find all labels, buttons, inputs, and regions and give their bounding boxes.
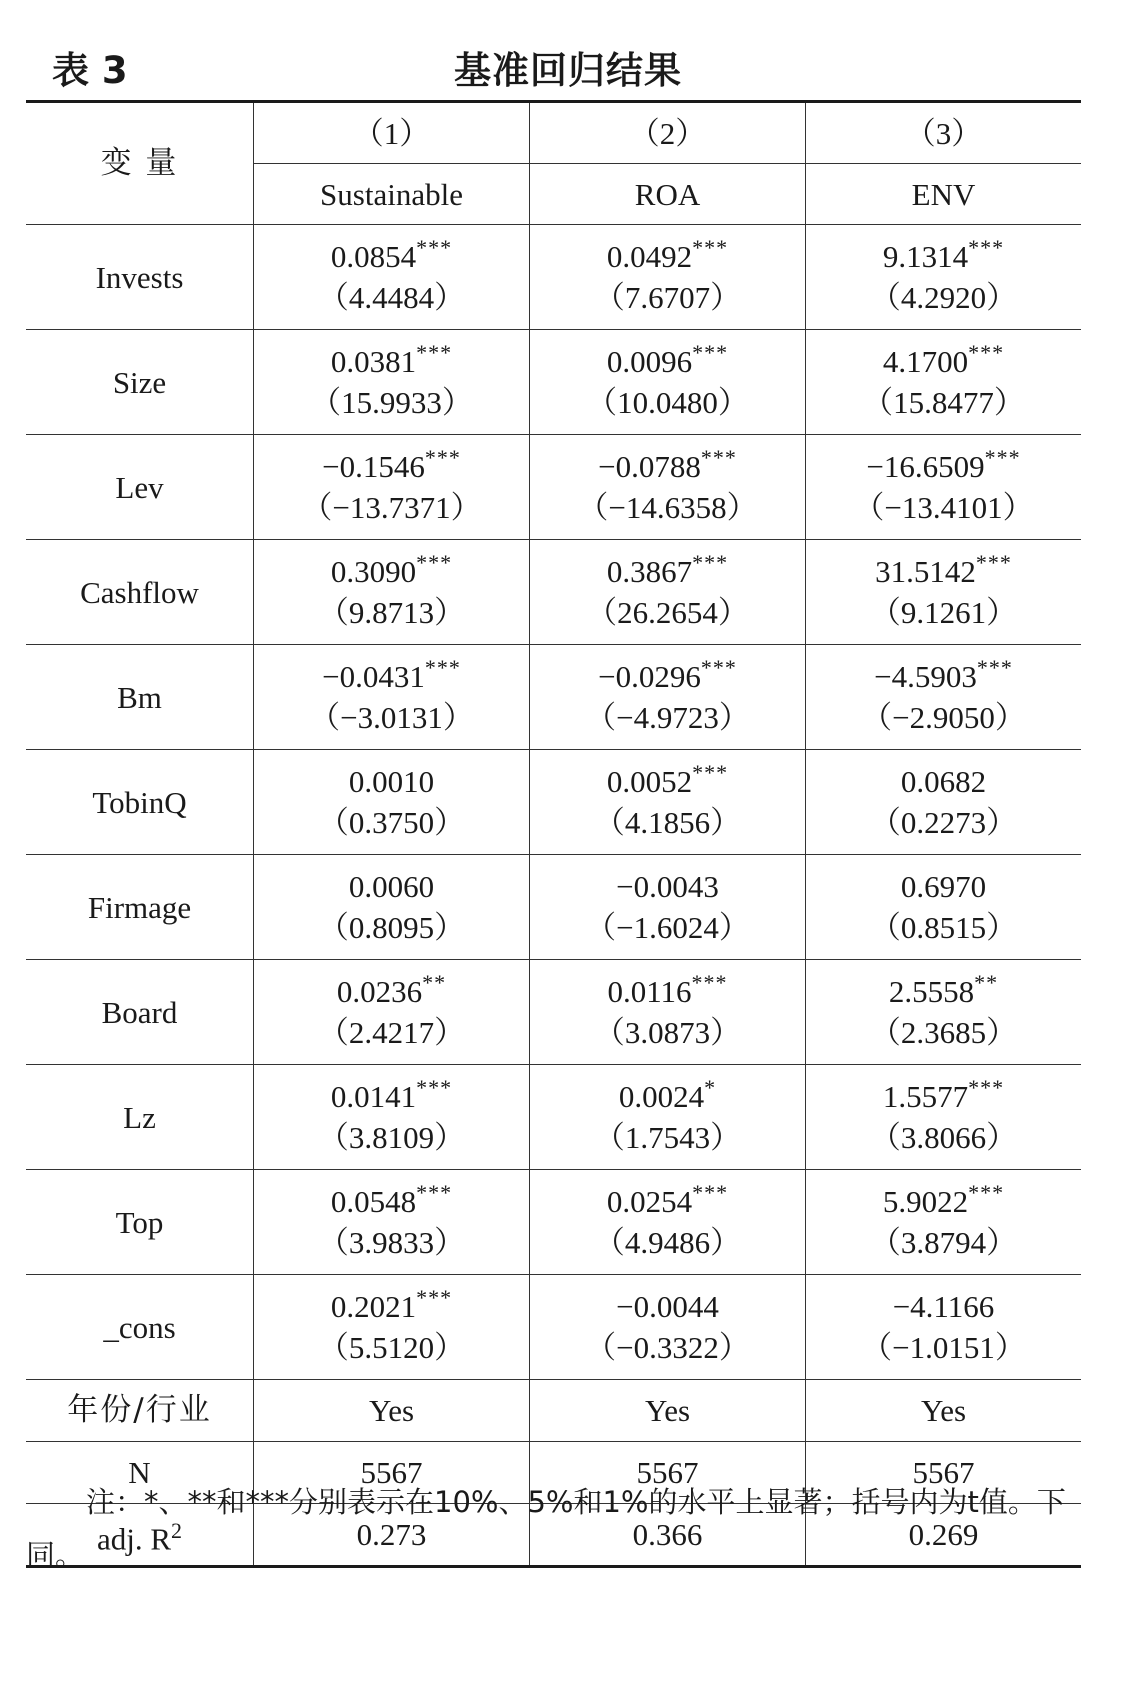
t-value: （5.5120） bbox=[317, 1330, 466, 1365]
significance-stars: *** bbox=[968, 340, 1005, 365]
coefficient-value: 0.0682 bbox=[900, 764, 987, 799]
adj-r2-label-text: adj. R bbox=[96, 1521, 172, 1557]
coefficient-value: −4.5903 bbox=[874, 659, 977, 694]
coef-cell bbox=[530, 645, 806, 750]
coefficient-value: −16.6509 bbox=[866, 449, 985, 484]
significance-stars: *** bbox=[416, 1075, 453, 1100]
coef-line bbox=[254, 446, 529, 487]
row-variable-name: TobinQ bbox=[26, 750, 254, 855]
observations-row-value: 5567 bbox=[806, 1442, 1082, 1504]
row-variable-name: Firmage bbox=[26, 855, 254, 960]
coef-cell bbox=[806, 960, 1082, 1065]
coef-cell bbox=[806, 645, 1082, 750]
coef-line bbox=[254, 1076, 529, 1117]
observations-row-label: N bbox=[26, 1442, 254, 1504]
significance-stars: *** bbox=[424, 655, 461, 680]
t-value: （0.8095） bbox=[317, 910, 466, 945]
coefficient-value: 0.3867 bbox=[606, 554, 693, 589]
row-variable-name: Top bbox=[26, 1170, 254, 1275]
coef-cell bbox=[530, 435, 806, 540]
coef-cell bbox=[806, 330, 1082, 435]
t-value: （−1.0151） bbox=[861, 1330, 1026, 1365]
row-variable-name: Bm bbox=[26, 645, 254, 750]
coefficient-value: 5.9022 bbox=[882, 1184, 969, 1219]
coef-line bbox=[254, 236, 529, 277]
t-value: （2.4217） bbox=[317, 1015, 466, 1050]
fixed-effects-row-value: Yes bbox=[806, 1380, 1082, 1442]
coef-line bbox=[806, 1286, 1081, 1327]
coefficient-value: 0.2021 bbox=[330, 1289, 417, 1324]
coefficient-value: 0.6970 bbox=[900, 869, 987, 904]
coefficient-value: 0.0096 bbox=[606, 344, 693, 379]
significance-stars: *** bbox=[984, 445, 1021, 470]
coef-cell bbox=[254, 855, 530, 960]
significance-stars: *** bbox=[968, 235, 1005, 260]
table-row bbox=[26, 225, 1081, 330]
t-value: （−14.6358） bbox=[577, 490, 758, 525]
t-value: （3.0873） bbox=[593, 1015, 742, 1050]
fixed-effects-row-value: Yes bbox=[530, 1380, 806, 1442]
t-value: （−13.7371） bbox=[301, 490, 482, 525]
coefficient-value: 0.0854 bbox=[330, 239, 417, 274]
row-variable-name: Cashflow bbox=[26, 540, 254, 645]
significance-stars: ** bbox=[974, 970, 999, 995]
fixed-effects-row-label: 年份/行业 bbox=[26, 1380, 254, 1442]
significance-stars: *** bbox=[692, 340, 729, 365]
col-number-1: （1） bbox=[254, 102, 530, 164]
coef-line bbox=[530, 446, 805, 487]
coefficient-value: −0.0296 bbox=[598, 659, 701, 694]
t-value: （0.2273） bbox=[869, 805, 1018, 840]
t-value: （−4.9723） bbox=[585, 700, 750, 735]
coefficient-value: −0.0431 bbox=[322, 659, 425, 694]
table-row bbox=[26, 1275, 1081, 1380]
coef-line bbox=[254, 1181, 529, 1222]
t-value: （2.3685） bbox=[869, 1015, 1018, 1050]
significance-stars: *** bbox=[416, 1180, 453, 1205]
t-value: （10.0480） bbox=[586, 385, 749, 420]
table-row bbox=[26, 1170, 1081, 1275]
adj-r2-row-value: 0.273 bbox=[254, 1504, 530, 1567]
observations-row-value: 5567 bbox=[254, 1442, 530, 1504]
t-value: （3.8066） bbox=[869, 1120, 1018, 1155]
coef-cell bbox=[530, 1275, 806, 1380]
t-value: （15.9933） bbox=[310, 385, 473, 420]
significance-stars: *** bbox=[424, 445, 461, 470]
coefficient-value: 0.0024 bbox=[618, 1079, 705, 1114]
t-value: （1.7543） bbox=[593, 1120, 742, 1155]
t-value: （4.9486） bbox=[593, 1225, 742, 1260]
significance-stars: * bbox=[704, 1075, 717, 1100]
coefficient-value: 0.0254 bbox=[606, 1184, 693, 1219]
significance-stars: *** bbox=[692, 1180, 729, 1205]
coefficient-value: 2.5558 bbox=[888, 974, 975, 1009]
regression-table bbox=[26, 100, 1081, 1568]
col-name-roa: ROA bbox=[530, 164, 806, 225]
variable-header: 变 量 bbox=[26, 102, 254, 225]
table-row bbox=[26, 435, 1081, 540]
col-number-3: （3） bbox=[806, 102, 1082, 164]
t-value: （4.2920） bbox=[869, 280, 1018, 315]
coef-line bbox=[806, 761, 1081, 802]
t-value: （−13.4101） bbox=[853, 490, 1034, 525]
coef-cell bbox=[806, 1275, 1082, 1380]
coef-cell bbox=[530, 1065, 806, 1170]
adj-r2-superscript: 2 bbox=[171, 1517, 183, 1543]
coef-cell bbox=[530, 540, 806, 645]
t-value: （4.1856） bbox=[593, 805, 742, 840]
coefficient-value: 0.0548 bbox=[330, 1184, 417, 1219]
significance-stars: *** bbox=[692, 235, 729, 260]
row-variable-name: Invests bbox=[26, 225, 254, 330]
coef-cell bbox=[254, 1275, 530, 1380]
coefficient-value: 1.5577 bbox=[882, 1079, 969, 1114]
coef-line bbox=[806, 866, 1081, 907]
coefficient-value: −0.0788 bbox=[598, 449, 701, 484]
coef-line bbox=[806, 551, 1081, 592]
fixed-effects-row-value: Yes bbox=[254, 1380, 530, 1442]
coef-line bbox=[806, 971, 1081, 1012]
coefficient-value: 0.0236 bbox=[336, 974, 423, 1009]
significance-stars: *** bbox=[692, 550, 729, 575]
coef-line bbox=[254, 551, 529, 592]
observations-row-value: 5567 bbox=[530, 1442, 806, 1504]
significance-stars: ** bbox=[422, 970, 447, 995]
row-variable-name: _cons bbox=[26, 1275, 254, 1380]
coef-line bbox=[806, 1181, 1081, 1222]
coef-line bbox=[254, 656, 529, 697]
table-note: 注：*、**和***分别表示在10%、5%和1%的水平上显著；括号内为t值。下同。 bbox=[26, 1485, 1066, 1572]
coefficient-value: 0.0010 bbox=[348, 764, 435, 799]
coef-cell bbox=[254, 645, 530, 750]
coefficient-value: 0.0492 bbox=[606, 239, 693, 274]
significance-stars: *** bbox=[691, 970, 728, 995]
coef-line bbox=[254, 866, 529, 907]
coefficient-value: 31.5142 bbox=[875, 554, 976, 589]
coef-line bbox=[806, 236, 1081, 277]
coef-line bbox=[806, 656, 1081, 697]
coefficient-value: 0.3090 bbox=[330, 554, 417, 589]
coef-line bbox=[530, 1286, 805, 1327]
t-value: （0.8515） bbox=[869, 910, 1018, 945]
coef-cell bbox=[254, 750, 530, 855]
coef-cell bbox=[254, 960, 530, 1065]
coef-line bbox=[530, 551, 805, 592]
row-variable-name: Board bbox=[26, 960, 254, 1065]
row-variable-name: Size bbox=[26, 330, 254, 435]
t-value: （26.2654） bbox=[586, 595, 749, 630]
t-value: （9.8713） bbox=[317, 595, 466, 630]
significance-stars: *** bbox=[700, 655, 737, 680]
coef-line bbox=[530, 1076, 805, 1117]
t-value: （4.4484） bbox=[317, 280, 466, 315]
significance-stars: *** bbox=[975, 550, 1012, 575]
coef-line bbox=[530, 866, 805, 907]
fixed-effects-row bbox=[26, 1380, 1081, 1442]
col-number-2: （2） bbox=[530, 102, 806, 164]
coef-cell bbox=[530, 855, 806, 960]
t-value: （3.9833） bbox=[317, 1225, 466, 1260]
t-value: （9.1261） bbox=[869, 595, 1018, 630]
t-value: （−3.0131） bbox=[309, 700, 474, 735]
table-title: 基准回归结果 bbox=[454, 49, 682, 92]
coef-cell bbox=[806, 1065, 1082, 1170]
adj-r2-row-value: 0.269 bbox=[806, 1504, 1082, 1567]
coef-cell bbox=[530, 750, 806, 855]
significance-stars: *** bbox=[968, 1180, 1005, 1205]
coefficient-value: −0.0044 bbox=[616, 1289, 719, 1324]
coefficient-value: 0.0141 bbox=[330, 1079, 417, 1114]
coefficient-value: −4.1166 bbox=[892, 1289, 995, 1324]
coef-cell bbox=[806, 225, 1082, 330]
coef-cell bbox=[530, 330, 806, 435]
table-row bbox=[26, 330, 1081, 435]
table-row bbox=[26, 750, 1081, 855]
coef-line bbox=[806, 446, 1081, 487]
coef-line bbox=[806, 1076, 1081, 1117]
coef-line bbox=[806, 341, 1081, 382]
coef-line bbox=[254, 971, 529, 1012]
significance-stars: *** bbox=[976, 655, 1013, 680]
t-value: （3.8794） bbox=[869, 1225, 1018, 1260]
t-value: （3.8109） bbox=[317, 1120, 466, 1155]
table-row bbox=[26, 645, 1081, 750]
coef-cell bbox=[254, 1065, 530, 1170]
row-variable-name: Lev bbox=[26, 435, 254, 540]
coef-cell bbox=[530, 960, 806, 1065]
coef-cell bbox=[254, 225, 530, 330]
significance-stars: *** bbox=[416, 550, 453, 575]
coef-line bbox=[254, 761, 529, 802]
header-row-numbers bbox=[26, 102, 1081, 164]
coef-cell bbox=[254, 330, 530, 435]
adj-r2-row-value: 0.366 bbox=[530, 1504, 806, 1567]
coef-cell bbox=[806, 540, 1082, 645]
significance-stars: *** bbox=[692, 760, 729, 785]
significance-stars: *** bbox=[968, 1075, 1005, 1100]
coefficient-value: 9.1314 bbox=[882, 239, 969, 274]
coefficient-value: 0.0052 bbox=[606, 764, 693, 799]
table-row bbox=[26, 960, 1081, 1065]
coef-line bbox=[254, 341, 529, 382]
table-row bbox=[26, 1065, 1081, 1170]
coef-line bbox=[530, 761, 805, 802]
col-name-sustainable: Sustainable bbox=[254, 164, 530, 225]
coef-cell bbox=[806, 435, 1082, 540]
coef-line bbox=[530, 971, 805, 1012]
table-row bbox=[26, 540, 1081, 645]
t-value: （15.8477） bbox=[862, 385, 1025, 420]
coef-line bbox=[530, 236, 805, 277]
t-value: （7.6707） bbox=[593, 280, 742, 315]
coef-cell bbox=[806, 1170, 1082, 1275]
coef-cell bbox=[530, 225, 806, 330]
t-value: （0.3750） bbox=[317, 805, 466, 840]
coef-cell bbox=[254, 540, 530, 645]
col-name-env: ENV bbox=[806, 164, 1082, 225]
coef-cell bbox=[806, 855, 1082, 960]
t-value: （−1.6024） bbox=[585, 910, 750, 945]
table-label: 表 3 bbox=[52, 49, 128, 92]
coefficient-value: −0.0043 bbox=[616, 869, 719, 904]
significance-stars: *** bbox=[416, 1285, 453, 1310]
coefficient-value: 0.0060 bbox=[348, 869, 435, 904]
table-row bbox=[26, 855, 1081, 960]
coef-cell bbox=[254, 435, 530, 540]
coefficient-value: −0.1546 bbox=[322, 449, 425, 484]
coef-line bbox=[530, 656, 805, 697]
significance-stars: *** bbox=[416, 235, 453, 260]
coef-cell bbox=[530, 1170, 806, 1275]
coefficient-value: 4.1700 bbox=[882, 344, 969, 379]
coef-line bbox=[530, 1181, 805, 1222]
coef-cell bbox=[806, 750, 1082, 855]
coefficient-value: 0.0381 bbox=[330, 344, 417, 379]
coefficient-value: 0.0116 bbox=[607, 974, 692, 1009]
coef-line bbox=[254, 1286, 529, 1327]
significance-stars: *** bbox=[700, 445, 737, 470]
coef-cell bbox=[254, 1170, 530, 1275]
significance-stars: *** bbox=[416, 340, 453, 365]
row-variable-name: Lz bbox=[26, 1065, 254, 1170]
coef-line bbox=[530, 341, 805, 382]
t-value: （−2.9050） bbox=[861, 700, 1026, 735]
t-value: （−0.3322） bbox=[585, 1330, 750, 1365]
